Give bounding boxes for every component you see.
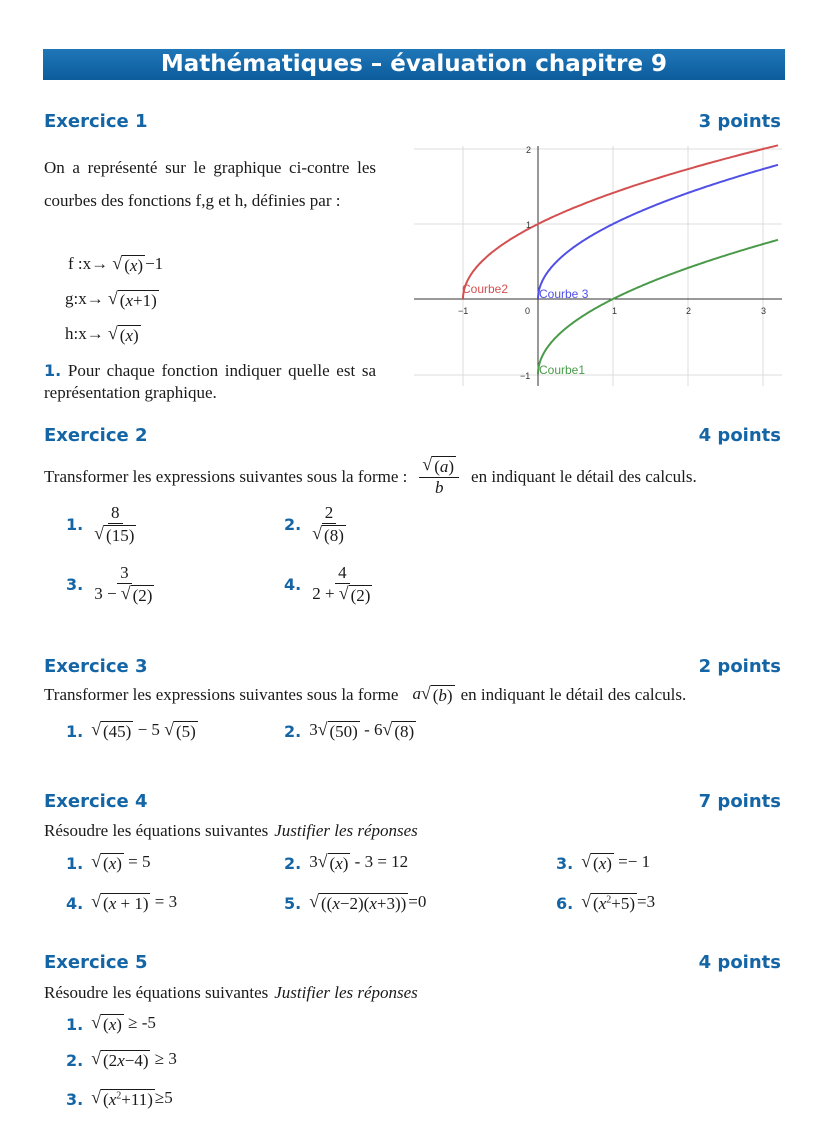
item-number: 3. [556, 853, 574, 873]
item-number: 2. [66, 1050, 84, 1070]
x-tick: −1 [458, 306, 469, 316]
target-form: a √ (b) [412, 683, 453, 705]
curve-1-label: Courbe1 [539, 363, 586, 377]
exercise-2-item-1: 1. 8 √ (15) [66, 503, 135, 545]
numerator: 8 [108, 503, 123, 524]
exercise-4-title: Exercice 4 [44, 791, 148, 812]
numerator: 4 [335, 563, 350, 584]
question-number: 1. [44, 361, 62, 380]
instruction-text: Résoudre les équations suivantes [44, 983, 269, 1002]
function-g: g:x→ √ (x+1) [65, 288, 157, 310]
grid [414, 146, 782, 386]
denominator-prefix: 3 − [94, 584, 121, 603]
item-number: 3. [66, 1089, 84, 1109]
exercise-3-item-1: 1. √ (45) − 5 √ (5) [66, 719, 196, 741]
instruction-text: en indiquant le détail des calculs. [460, 685, 687, 704]
y-tick: 2 [526, 145, 532, 155]
numerator: 3 [117, 563, 132, 584]
instruction-text: Transformer les expressions suivantes sous la forme : [44, 466, 408, 486]
exercise-5-item-3: 3. √ $(x^2+11)$ ≥5 [66, 1087, 173, 1109]
instruction-text: Résoudre les équations suivantes [44, 821, 269, 840]
exercise-3-instruction [44, 684, 686, 706]
item-number: 4. [284, 575, 302, 594]
page-title: Mathématiques – évaluation chapitre 9 [43, 49, 785, 80]
x-tick: 2 [686, 306, 692, 316]
x-tick: 0 [525, 306, 531, 316]
exercise-1-intro: On a représenté sur le graphique ci-contre les courbes des fonctions f,g et h, définies par : [44, 158, 376, 210]
exercise-5-title: Exercice 5 [44, 952, 148, 973]
exercise-4-item-2: 2. 3 √ (x) - 3 = 12 [284, 851, 409, 873]
exercise-4-item-3: 3. √ (x) =− 1 [556, 851, 651, 873]
exercise-4-item-6: 6. √ $(x^2+5)$ =3 [556, 891, 656, 913]
curve-2-label: Courbe2 [462, 282, 509, 296]
radicand: 8 [329, 526, 339, 545]
question-text: Pour chaque fonction indiquer quelle est sa représentation graphique. [44, 361, 377, 402]
function-f-label: f :x→ [68, 254, 109, 273]
instruction-justify: Justifier les réponses [274, 821, 418, 840]
y-tick: −1 [520, 371, 531, 381]
function-f: f :x→ √ (x) −1 [68, 253, 164, 275]
exercise-3-title: Exercice 3 [44, 656, 148, 677]
x-tick: 3 [761, 306, 767, 316]
item-number: 2. [284, 853, 302, 873]
function-graph [414, 142, 784, 392]
item-number: 5. [284, 893, 302, 913]
instruction-text: Transformer les expressions suivantes sous la forme [44, 685, 399, 704]
exercise-4-item-4: 4. √ (x + 1) = 3 [66, 891, 178, 913]
item-number: 4. [66, 893, 84, 913]
exercise-1-title: Exercice 1 [44, 111, 148, 132]
exercise-5-points: 4 points [698, 952, 781, 973]
target-form: √ (a) b [419, 455, 459, 498]
exercise-4-points: 7 points [698, 791, 781, 812]
exercise-5-item-1: 1. √ (x) ≥ -5 [66, 1012, 156, 1034]
exercise-4-instruction [44, 821, 418, 841]
exercise-1-points: 3 points [698, 111, 781, 132]
function-h-label: h:x→ [65, 324, 104, 343]
x-tick: 1 [612, 306, 618, 316]
item-number: 1. [66, 853, 84, 873]
function-g-label: g:x→ [65, 289, 104, 308]
y-tick: 1 [526, 220, 532, 230]
item-number: 1. [66, 515, 84, 534]
exercise-3-item-2: 2. 3 √ (50) - 6 √ (8) [284, 719, 415, 741]
exercise-4-item-1: 1. √ (x) = 5 [66, 851, 151, 873]
exercise-2-title: Exercice 2 [44, 425, 148, 446]
item-number: 2. [284, 721, 302, 741]
exercise-3-points: 2 points [698, 656, 781, 677]
exercise-4-item-5: 5. √ ((x−2)(x+3)) =0 [284, 891, 427, 913]
exercise-2-item-4: 4. 4 2 + √ (2) [284, 563, 371, 605]
item-number: 1. [66, 1014, 84, 1034]
item-number: 6. [556, 893, 574, 913]
exercise-1-question [44, 360, 376, 404]
exercise-2-item-3: 3. 3 3 − √ (2) [66, 563, 153, 605]
exercise-5-instruction [44, 983, 418, 1003]
instruction-justify: Justifier les réponses [274, 983, 418, 1002]
exercise-5-item-2: 2. √ (2x−4) ≥ 3 [66, 1048, 177, 1070]
instruction-text: en indiquant le détail des calculs. [471, 466, 697, 486]
radicand: 15 [111, 526, 129, 545]
item-number: 3. [66, 575, 84, 594]
function-h: h:x→ √ (x) [65, 323, 139, 345]
exercise-2-points: 4 points [698, 425, 781, 446]
curve-1 [538, 240, 778, 374]
curve-3-label: Courbe 3 [539, 287, 589, 301]
exercise-2-item-2: 2. 2 √ (8) [284, 503, 344, 545]
curve-2 [463, 145, 778, 299]
exercise-2-instruction [44, 455, 697, 498]
denominator-prefix: 2 + [312, 584, 339, 603]
item-number: 1. [66, 721, 84, 741]
item-number: 2. [284, 515, 302, 534]
numerator: 2 [322, 503, 337, 524]
